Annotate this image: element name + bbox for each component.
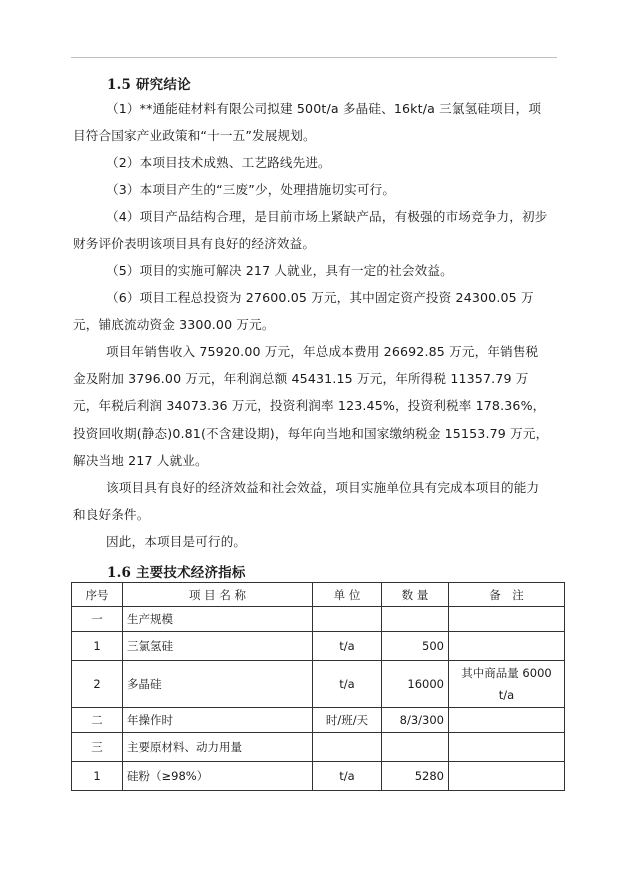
cell-qty: 5280	[382, 762, 449, 791]
table-header-row	[72, 583, 565, 607]
cell-note	[449, 733, 565, 762]
cell-note	[449, 762, 565, 791]
table-row	[72, 607, 565, 632]
conclusion-item-1: （1）**通能硅材料有限公司拟建 500t/a 多晶硅、16kt/a 三氯氢硅项目，项目符合国家产业政策和“十一五”发展规划。	[73, 101, 542, 144]
cell-name: 三氯氢硅	[123, 632, 313, 661]
cell-qty: 500	[382, 632, 449, 661]
technical-economic-indicators-table	[71, 582, 565, 791]
table-row	[72, 632, 565, 661]
cell-unit: 时/班/天	[313, 708, 382, 733]
cell-name: 硅粉（≥98%）	[123, 762, 313, 791]
conclusion-item-3: （3）本项目产生的“三废”少，处理措施切实可行。	[106, 182, 396, 197]
section-heading-1-5: 1.5 研究结论	[107, 77, 191, 93]
cell-name: 多晶硅	[123, 661, 313, 708]
header-quantity: 数 量	[382, 583, 449, 607]
cell-note	[449, 607, 565, 632]
header-item-name: 项 目 名 称	[123, 583, 313, 607]
cell-seq: 三	[72, 733, 123, 762]
cell-seq: 二	[72, 708, 123, 733]
cell-note: 其中商品量 6000 t/a	[449, 661, 565, 708]
cell-qty	[382, 607, 449, 632]
header-remarks: 备 注	[449, 583, 565, 607]
cell-name: 年操作时	[123, 708, 313, 733]
cell-seq: 一	[72, 607, 123, 632]
cell-unit: t/a	[313, 632, 382, 661]
header-unit: 单 位	[313, 583, 382, 607]
table-row	[72, 661, 565, 708]
cell-unit: t/a	[313, 762, 382, 791]
conclusion-item-2: （2）本项目技术成熟、工艺路线先进。	[106, 155, 331, 170]
table-row	[72, 762, 565, 791]
conclusion-item-6: （6）项目工程总投资为 27600.05 万元，其中固定资产投资 24300.05 万元，铺底流动资金 3300.00 万元。	[73, 290, 534, 333]
cell-name: 主要原材料、动力用量	[123, 733, 313, 762]
section-heading-1-6: 1.6 主要技术经济指标	[107, 565, 246, 581]
cell-qty: 8/3/300	[382, 708, 449, 733]
cell-qty: 16000	[382, 661, 449, 708]
cell-qty	[382, 733, 449, 762]
table-row	[72, 708, 565, 733]
cell-unit: t/a	[313, 661, 382, 708]
header-rule	[71, 57, 557, 58]
cell-unit	[313, 733, 382, 762]
cell-seq: 1	[72, 762, 123, 791]
cell-seq: 2	[72, 661, 123, 708]
final-conclusion-paragraph: 因此，本项目是可行的。	[106, 534, 247, 549]
conclusion-item-5: （5）项目的实施可解决 217 人就业，具有一定的社会效益。	[106, 263, 453, 278]
cell-note	[449, 708, 565, 733]
financial-summary-paragraph: 项目年销售收入 75920.00 万元，年总成本费用 26692.85 万元，年销售税金及附加 3796.00 万元，年利润总额 45431.15 万元，年所得税 11357.79 万元，年税后利润 34073.36 万元，投资利润率 123.45%，投资利税率 178.36%，投资回收期(静态)0.81(不含建设期)，每年向当地和国家缴纳税金 15153.79 万元，解决当地 217 人就业。	[73, 344, 549, 468]
assessment-paragraph: 该项目具有良好的经济效益和社会效益，项目实施单位具有完成本项目的能力和良好条件。	[73, 480, 540, 523]
cell-note	[449, 632, 565, 661]
cell-seq: 1	[72, 632, 123, 661]
table-row	[72, 733, 565, 762]
header-seq: 序号	[72, 583, 123, 607]
cell-unit	[313, 607, 382, 632]
conclusion-item-4: （4）项目产品结构合理，是目前市场上紧缺产品，有极强的市场竞争力，初步财务评价表明该项目具有良好的经济效益。	[73, 209, 548, 252]
cell-name: 生产规模	[123, 607, 313, 632]
